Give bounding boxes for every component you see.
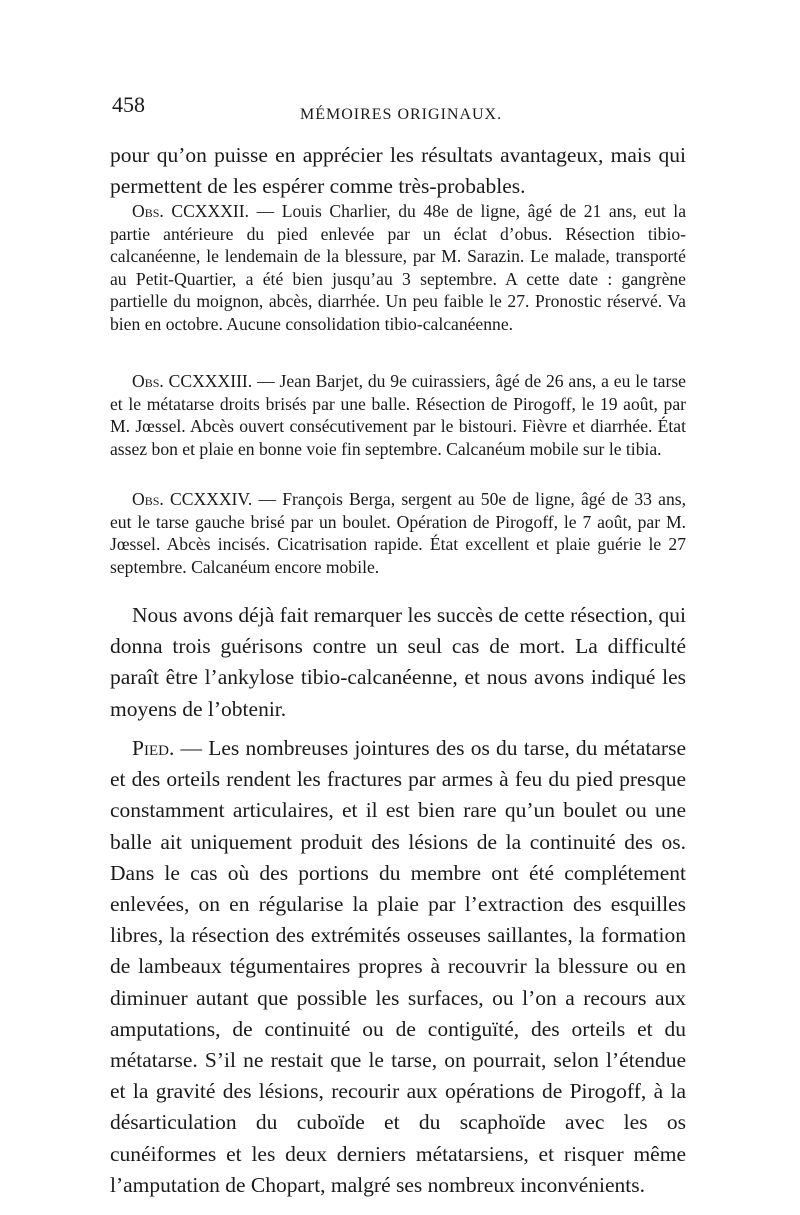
observation-text: — Louis Charlier, du 48e de ligne, âgé de 21 ans, eut la partie antérieure du pied enlevée par un éclat d’obus. Résection tibio-calcanéenne, le lendemain de la blessure, par M. Sarazin. Le malade, transporté au Petit-Quartier, a été bien jusqu’au 3 septembre. A cette date : gangrène partielle du moignon, abcès, diarrhée. Un peu faible le 27. Pronostic réservé. Va bien en octobre. Aucune consolidation tibio-calcanéenne. (110, 201, 686, 334)
section-label: Pied. (132, 736, 175, 760)
pied-section (110, 733, 686, 1201)
section-text: — Les nombreuses jointures des os du tarse, du métatarse et des orteils rendent les fractures par armes à feu du pied presque constamment articulaires, et il est bien rare qu’un boulet ou une balle ait uniquement produit des lésions de la continuité des os. Dans le cas où des portions du membre ont été complétement enlevées, on en régularise la plaie par l’extraction des esquilles libres, la résection des extrémités osseuses saillantes, la formation de lambeaux tégumentaires propres à recouvrir la blessure ou en diminuer autant que possible les surfaces, ou l’on a recours aux amputations, de continuité ou de contiguïté, des orteils et du métatarse. S’il ne restait que le tarse, on pourrait, selon l’étendue et la gravité des lésions, recourir aux opérations de Pirogoff, à la désarticulation du cuboïde et du scaphoïde avec les os cunéiformes et les deux derniers métatarsiens, et risquer même l’amputation de Chopart, malgré ses nombreux inconvénients. (110, 736, 687, 1197)
observation-paragraph (110, 370, 686, 460)
observation-232 (110, 200, 686, 336)
running-title: MÉMOIRES ORIGINAUX. (300, 106, 503, 123)
observation-paragraph (110, 200, 686, 336)
observation-234 (110, 488, 686, 578)
observation-label: Obs. CCXXXIII. (132, 371, 253, 391)
conclusion-paragraph (110, 600, 686, 725)
observation-paragraph (110, 488, 686, 578)
observation-label: Obs. CCXXXII. (132, 201, 250, 221)
page-number: 458 (112, 92, 145, 117)
intro-paragraph (110, 140, 686, 202)
observation-label: Obs. CCXXXIV. (132, 489, 253, 509)
observation-text: — François Berga, sergent au 50e de ligne, âgé de 33 ans, eut le tarse gauche brisé par un boulet. Opération de Pirogoff, le 7 août, par M. Jœssel. Abcès incisés. Cicatrisation rapide. État excellent et plaie guérie le 27 septembre. Calcanéum encore mobile. (110, 489, 686, 577)
conclusion-text: Nous avons déjà fait remarquer les succès de cette résection, qui donna trois guérisons contre un seul cas de mort. La difficulté paraît être l’ankylose tibio-calcanéenne, et nous avons indiqué les moyens de l’obtenir. (110, 603, 686, 721)
intro-text: pour qu’on puisse en apprécier les résultats avantageux, mais qui permettent de les espérer comme très-probables. (110, 143, 686, 199)
pied-paragraph (110, 733, 686, 1201)
observation-text: — Jean Barjet, du 9e cuirassiers, âgé de 26 ans, a eu le tarse et le métatarse droits brisés par une balle. Résection de Pirogoff, le 19 août, par M. Jœssel. Abcès ouvert consécutivement par le bistouri. Fièvre et diarrhée. État assez bon et plaie en bonne voie fin septembre. Calcanéum mobile sur le tibia. (110, 371, 686, 459)
observation-233 (110, 370, 686, 460)
